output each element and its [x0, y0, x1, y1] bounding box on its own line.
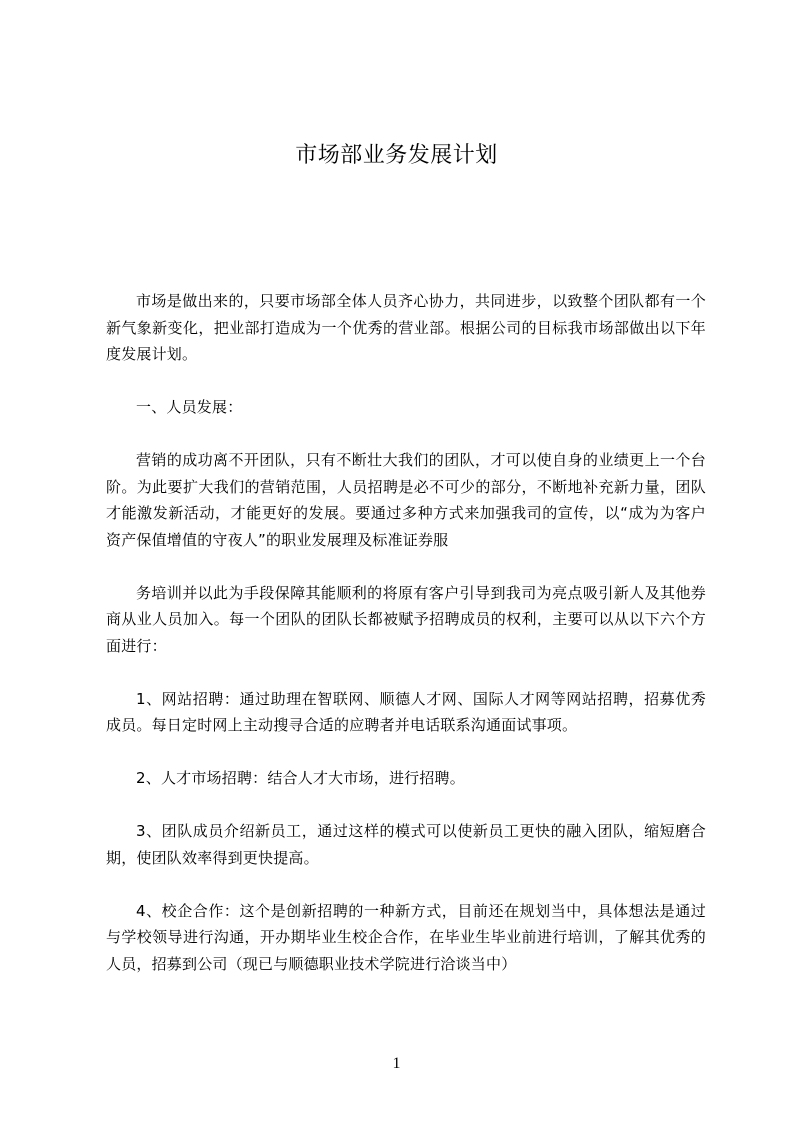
list-item-school-cooperation: 4、校企合作：这个是创新招聘的一种新方式，目前还在规划当中，具体想法是通过与学校领导进行沟通，开办期毕业生校企合作，在毕业生毕业前进行培训，了解其优秀的人员，招募到公司（现已与顺德职业技术学院进行洽谈当中） — [106, 901, 706, 973]
intro-paragraph: 市场是做出来的，只要市场部全体人员齐心协力，共同进步，以致整个团队都有一个新气象新变化，把业部打造成为一个优秀的营业部。根据公司的目标我市场部做出以下年度发展计划。 — [106, 292, 706, 363]
document-title: 市场部业务发展计划 — [295, 143, 498, 168]
list-item-referral: 3、团队成员介绍新员工，通过这样的模式可以使新员工更快的融入团队，缩短磨合期，使团队效率得到更快提高。 — [106, 822, 706, 867]
training-paragraph: 务培训并以此为手段保障其能顺利的将原有客户引导到我司为亮点吸引新人及其他券商从业人员加入。每一个团队的团队长都被赋予招聘成员的权利，主要可以从以下六个方面进行： — [106, 583, 706, 655]
section-heading-personnel: 一、人员发展： — [136, 398, 243, 416]
list-item-website-recruiting: 1、网站招聘：通过助理在智联网、顺德人才网、国际人才网等网站招聘，招募优秀成员。每日定时网上主动搜寻合适的应聘者并电话联系沟通面试事项。 — [106, 689, 706, 734]
page-number: 1 — [392, 1055, 401, 1072]
list-item-talent-market: 2、人才市场招聘：结合人才大市场，进行招聘。 — [136, 769, 465, 787]
document-body — [106, 288, 706, 1004]
marketing-paragraph: 营销的成功离不开团队，只有不断壮大我们的团队，才可以使自身的业绩更上一个台阶。为此要扩大我们的营销范围，人员招聘是必不可少的部分，不断地补充新力量，团队才能激发新活动，才能更好的发展。要通过多种方式来加强我司的宣传，以“成为为客户资产保值增值的守夜人”的职业发展理及标准证券服 — [106, 451, 706, 549]
